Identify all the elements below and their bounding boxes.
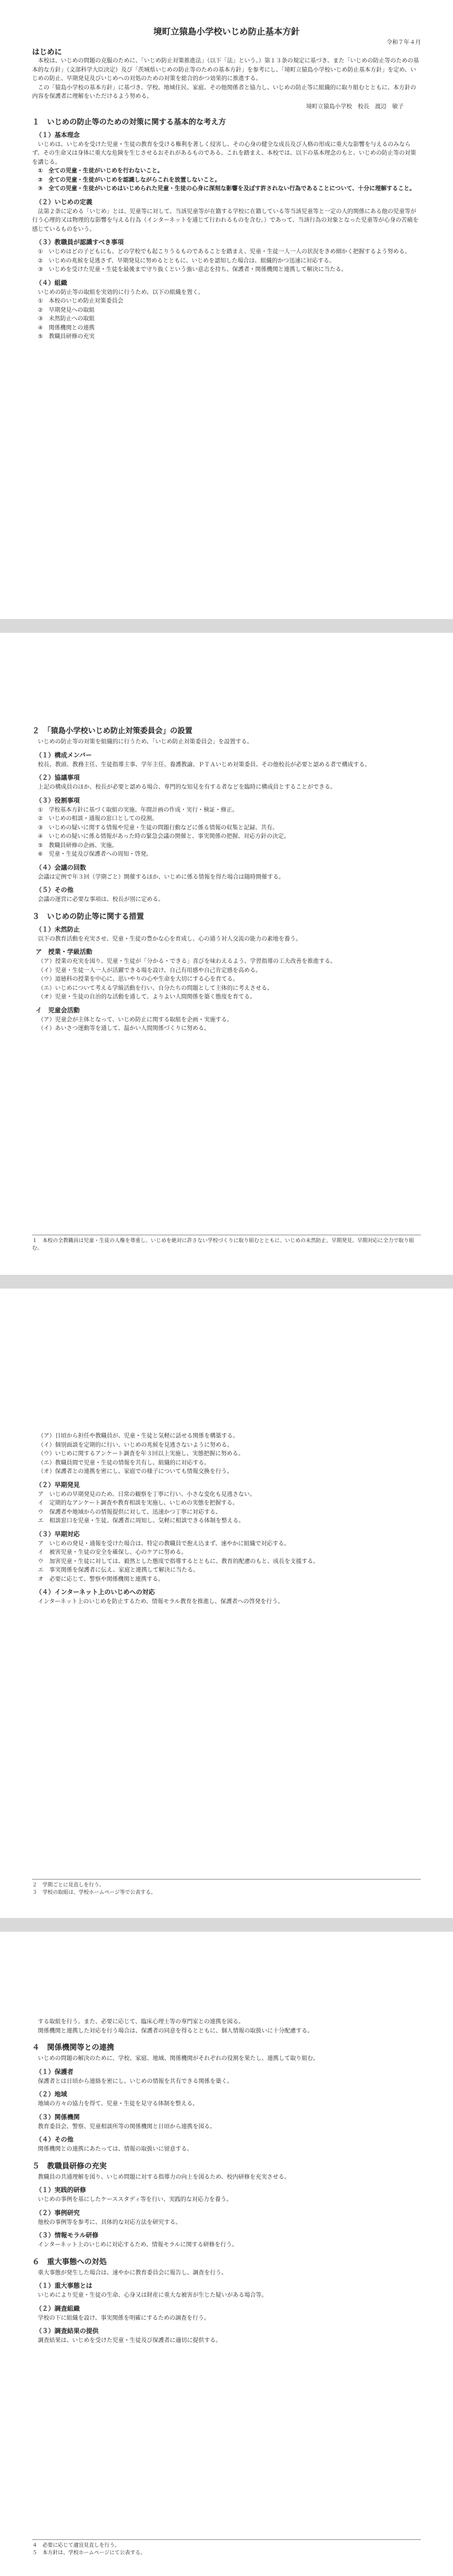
subsection-heading: （１）基本理念: [36, 131, 80, 139]
subsection-heading: （４）その他: [36, 2136, 73, 2143]
intro-paragraph: 本校は、いじめの問題の克服のために、「いじめ防止対策推進法」（以下「法」という。）第１３条の規定に基づき、また「いじめの防止等のための基本的な方針」（文部科学大臣決定）及び「茨城県いじめの防止等のための基本方針」を参考にし、「境町立猿島小学校いじめ防止基本方針」を定め、いじめの防止、早期発見及びいじめへの対処のための対策を総合的かつ効果的に推進する。: [32, 58, 419, 82]
footnote-line: ３ 学校の取組は、学校ホームページ等で公表する。: [32, 1890, 156, 1896]
paragraph: 校長、教頭、教務主任、生徒指導主事、学年主任、養護教諭、ＰＴＡいじめ対策委員、その他校長が必要と認める者で構成する。: [38, 761, 370, 768]
section-heading: ６ 重大事態への対処: [32, 2257, 107, 2266]
subsection-heading: （２）調査組織: [36, 2304, 80, 2312]
paragraph: 以下の教育活動を充実させ、児童・生徒の豊かな心を育成し、心の通う対人交流の能力の素地を養う。: [38, 935, 302, 942]
list-item: ④ 関係機関との連携: [38, 324, 95, 331]
intro-paragraph: この「猿島小学校の基本方針」に基づき、学校、地域住民、家庭、その他関係者と協力し、いじめの防止等に組織的に取り組むとともに、本方針の内容を保護者に理解をいただけるよう努める。: [32, 84, 416, 100]
section-heading: １ いじめの防止等のための対策に関する基本的な考え方: [32, 118, 226, 127]
subsection-heading: ア 授業・学級活動: [36, 948, 92, 956]
paragraph: 上記の構成員のほか、校長が必要と認める場合、専門的な知見を有する者などを臨時に構成員とすることができる。: [38, 784, 336, 790]
list-item: ア いじめの発見・通報を受けた場合は、特定の教職員で抱え込まず、速やかに組織で対応する。: [38, 1540, 290, 1547]
paragraph: いじめの問題の解決のために、学校、家庭、地域、関係機関がそれぞれの役割を果たし、連携して取り組む。: [38, 2056, 319, 2062]
paragraph: 教育委員会、警察、児童相談所等の関係機関と日頃から連携を図る。: [38, 2123, 216, 2130]
list-item: ② 全ての児童・生徒がいじめを認識しながらこれを放置しないこと。: [38, 177, 221, 183]
paragraph: 関係機関と連携した対応を行う場合は、保護者の同意を得るとともに、個人情報の取扱いに十分配慮する。: [38, 2027, 313, 2034]
document-title: 境町立猿島小学校いじめ防止基本方針: [153, 26, 300, 37]
subsection-heading: （２）協議事項: [36, 774, 80, 781]
list-item: ⑤ 教職員研修の充実: [38, 334, 95, 340]
subsection-heading: （３）教職員が認識すべき事項: [36, 238, 124, 246]
list-item: オ 必要に応じて、警察や関係機関と連携する。: [38, 1576, 164, 1583]
subsection-heading: （４）インターネット上のいじめへの対応: [36, 1588, 155, 1596]
paragraph: いじめにより児童・生徒の生命、心身又は財産に重大な被害が生じた疑いがある場合等。: [38, 2292, 267, 2299]
list-item: （ア）児童会が主体となって、いじめ防止に関する取組を企画・実施する。: [38, 1016, 233, 1023]
list-item: ④ いじめの疑いに係る情報があった時の緊急会議の開催と、事実関係の把握、対応方針の決定。: [38, 833, 290, 840]
subsection-heading: （１）未然防止: [36, 925, 80, 933]
paragraph: いじめの防止等の対策を組織的に行うため、「いじめ防止対策委員会」を設置する。: [38, 739, 253, 745]
paragraph: 学校の下に組織を設け、事実関係を明確にするための調査を行う。: [38, 2315, 210, 2321]
subsection-heading: （４）会議の回数: [36, 863, 86, 871]
paragraph: 保護者とは日頃から連絡を密にし、いじめの情報を共有できる関係を築く。: [38, 2078, 233, 2085]
list-item: ② 早期発見への取組: [38, 307, 95, 314]
list-item: （イ）あいさつ運動等を通して、温かい人間関係づくりに努める。: [38, 1025, 210, 1032]
subsection-heading: （３）役割事項: [36, 796, 80, 804]
list-item: イ 被害児童・生徒の安全を確保し、心のケアに努める。: [38, 1549, 187, 1556]
subsection-heading: （２）地域: [36, 2090, 67, 2098]
subsection-heading: （３）早期対応: [36, 1530, 80, 1538]
paragraph: 地域の方々の協力を得て、児童・生徒を見守る体制を整える。: [38, 2101, 198, 2107]
paragraph: 関係機関との連携にあたっては、情報の取扱いに留意する。: [38, 2146, 193, 2152]
list-item: ① 学校基本方針に基づく取組の実施、年間計画の作成・実行・検証・修正。: [38, 807, 238, 813]
paragraph: 調査結果は、いじめを受けた児童・生徒及び保護者に適切に提供する。: [38, 2338, 221, 2344]
paragraph: 会議の運営に必要な事項は、校長が別に定める。: [38, 896, 164, 903]
list-item: ウ 加害児童・生徒に対しては、毅然とした態度で指導するとともに、教育的配慮のもと、成長を支援する。: [38, 1558, 319, 1565]
paragraph: いじめは、いじめを受けた児童・生徒の教育を受ける権利を著しく侵害し、その心身の健全な成長及び人格の形成に重大な影響を与えるのみならず、その生命又は身体に重大な危険を生じさせるおそれがあるものである。これを踏まえ、本校では、以下の基本理念のもと、いじめの防止等の対策を講じる。: [32, 141, 416, 166]
paragraph: インターネット上のいじめを防止するため、情報モラル教育を推進し、保護者への啓発を行う。: [38, 1599, 284, 1605]
subsection-heading: （３）調査結果の提供: [36, 2327, 99, 2335]
subsection-heading: （１）実践的研修: [36, 2186, 86, 2194]
paragraph: 他校の事例等を参考に、具体的な対応方法を研究する。: [38, 2219, 181, 2226]
list-item: （イ）児童・生徒一人一人が活躍できる場を設け、自己有用感や自己肯定感を高める。: [38, 967, 261, 974]
footnote: [32, 1879, 421, 1897]
subsection-heading: （２）早期発見: [36, 1481, 80, 1489]
list-item: ⑤ 教職員研修の企画、実施。: [38, 842, 118, 849]
list-item: ③ 全ての児童・生徒がいじめはいじめられた児童・生徒の心身に深刻な影響を及ぼす許されない行為であることについて、十分に理解すること。: [38, 186, 416, 192]
paragraph: 法第２条に定める「いじめ」とは、児童等に対して、当該児童等が在籍する学校に在籍している等当該児童等と一定の人的関係にある他の児童等が行う心理的又は物理的な影響を与える行為（インターネットを通じて行われるものを含む。）であって、当該行為の対象となった児童等が心身の苦痛を感じているものをいう。: [32, 208, 419, 233]
paragraph: いじめの防止等の取組を実効的に行うため、以下の組織を置く。: [38, 289, 204, 296]
intro-heading: はじめに: [32, 48, 63, 57]
page-gap: [0, 619, 453, 633]
page-gap: [0, 1918, 453, 1932]
subsection-heading: （１）保護者: [36, 2068, 73, 2076]
list-item: （エ）いじめについて考える学級活動を行い、自分たちの問題として主体的に考えさせる。: [38, 985, 273, 992]
page-4: [0, 1932, 453, 2576]
list-item: エ 事実関係を保護者に伝え、家庭と連携して解決に当たる。: [38, 1567, 199, 1573]
list-item: （ウ）道徳科の授業を中心に、思いやりの心や生命を大切にする心を育てる。: [38, 976, 239, 982]
list-item: ② いじめの相談・通報の窓口としての役割。: [38, 816, 158, 822]
list-item: （オ）保護者との連携を密にし、家庭での様子についても情報交換を行う。: [38, 1469, 233, 1475]
list-item: ① いじめはどの子どもにも、どの学校でも起こりうるものであることを踏まえ、児童・生徒一人一人の状況をきめ細かく把握するよう努める。: [38, 249, 411, 255]
list-item: ③ いじめの疑いに関する情報や児童・生徒の問題行動などに係る情報の収集と記録、共有。: [38, 824, 278, 831]
paragraph: する取組を行う。また、必要に応じて、臨床心理士等の専門家との連携を図る。: [38, 2019, 244, 2025]
paragraph: 会議は定例で年３回（学期ごと）開催するほか、いじめに係る情報を得た場合は随時開催する。: [38, 874, 284, 880]
subsection-heading: （３）関係機関: [36, 2113, 80, 2121]
paragraph: 重大事態が発生した場合は、速やかに教育委員会に報告し、調査を行う。: [38, 2269, 227, 2276]
footnote-line: ５ 本方針は、学校ホームページにて公表する。: [32, 2550, 146, 2556]
section-heading: ２ 「猿島小学校いじめ防止対策委員会」の設置: [32, 727, 193, 735]
section-heading: ３ いじめの防止等に関する措置: [32, 912, 145, 921]
footnote-line: ４ 必要に応じて適宜見直しを行う。: [32, 2543, 120, 2548]
subsection-heading: イ 児童会活動: [36, 1006, 80, 1014]
paragraph: 教職員の共通理解を図り、いじめ問題に対する指導力の向上を図るため、校内研修を充実させる。: [38, 2174, 290, 2180]
list-item: エ 相談窓口を児童・生徒、保護者に周知し、気軽に相談できる体制を整える。: [38, 1518, 244, 1524]
footnote-line: ２ 学期ごとに見直しを行う。: [32, 1882, 105, 1888]
list-item: （オ）児童・生徒の自治的な活動を通して、よりよい人間関係を築く態度を育てる。: [38, 994, 256, 1000]
list-item: （イ）個別面談を定期的に行い、いじめの兆候を見逃さないように努める。: [38, 1442, 233, 1448]
subsection-heading: （４）組織: [36, 279, 67, 287]
page-gap: [0, 1275, 453, 1289]
subsection-heading: （１）重大事態とは: [36, 2282, 92, 2289]
list-item: ② いじめの兆候を見逃さず、早期発見に努めるとともに、いじめを認知した場合は、組織的かつ迅速に対応する。: [38, 257, 335, 264]
paragraph: インターネット上のいじめに対応するため、情報モラルに関する研修を行う。: [38, 2242, 238, 2248]
document-date: 令和７年４月: [386, 40, 421, 46]
subsection-heading: （５）その他: [36, 886, 73, 894]
subsection-heading: （１）構成メンバー: [36, 751, 92, 759]
paragraph: いじめの事例を基にしたケーススタディ等を行い、実践的な対応力を養う。: [38, 2197, 232, 2203]
list-item: ③ 未然防止への取組: [38, 316, 95, 322]
section-heading: ４ 関係機関等との連携: [32, 2043, 115, 2052]
signature: 境町立猿島小学校 校長 渡辺 敏子: [306, 103, 404, 110]
list-item: （ア）授業の充実を図り、児童・生徒が「分かる・できる」喜びを味わえるよう、学習指導の工夫改善を推進する。: [38, 958, 336, 965]
page-2: [0, 633, 453, 1275]
page-3: [0, 1289, 453, 1918]
list-item: （エ）教職員間で児童・生徒の情報を共有し、組織的に対応する。: [38, 1459, 210, 1466]
list-item: イ 定期的なアンケート調査や教育相談を実施し、いじめの実態を把握する。: [38, 1500, 239, 1506]
section-heading: ５ 教職員研修の充実: [32, 2162, 107, 2171]
list-item: ③ いじめを受けた児童・生徒を最後まで守り抜くという強い意志を持ち、保護者・関係機関と連携して解決に当たる。: [38, 267, 347, 273]
page-1: [0, 0, 453, 619]
list-item: ア いじめの早期発見のため、日常の観察を丁寧に行い、小さな変化も見逃さない。: [38, 1491, 256, 1498]
list-item: ⑥ 児童・生徒及び保護者への周知・啓発。: [38, 851, 152, 858]
list-item: （ウ）いじめに関するアンケート調査を年３回以上実施し、実態把握に努める。: [38, 1451, 244, 1457]
subsection-heading: （２）事例研究: [36, 2209, 80, 2217]
list-item: ① 本校のいじめ防止対策委員会: [38, 298, 123, 304]
subsection-heading: （３）情報モラル研修: [36, 2232, 99, 2239]
footnote: [32, 2539, 421, 2557]
list-item: ウ 保護者や地域からの情報提供に対して、迅速かつ丁寧に対応する。: [38, 1509, 221, 1516]
subsection-heading: （２）いじめの定義: [36, 198, 92, 206]
list-item: ① 全ての児童・生徒がいじめを行わないこと。: [38, 168, 163, 174]
footnote: １ 本校の全教職員は児童・生徒の人権を尊重し、いじめを絶対に許さない学校づくりに取り組むとともに、いじめの未然防止、早期発見、早期対応に全力で取り組む。: [32, 1235, 421, 1252]
list-item: （ア）日頃から担任や教職員が、児童・生徒と気軽に話せる関係を構築する。: [38, 1433, 239, 1439]
